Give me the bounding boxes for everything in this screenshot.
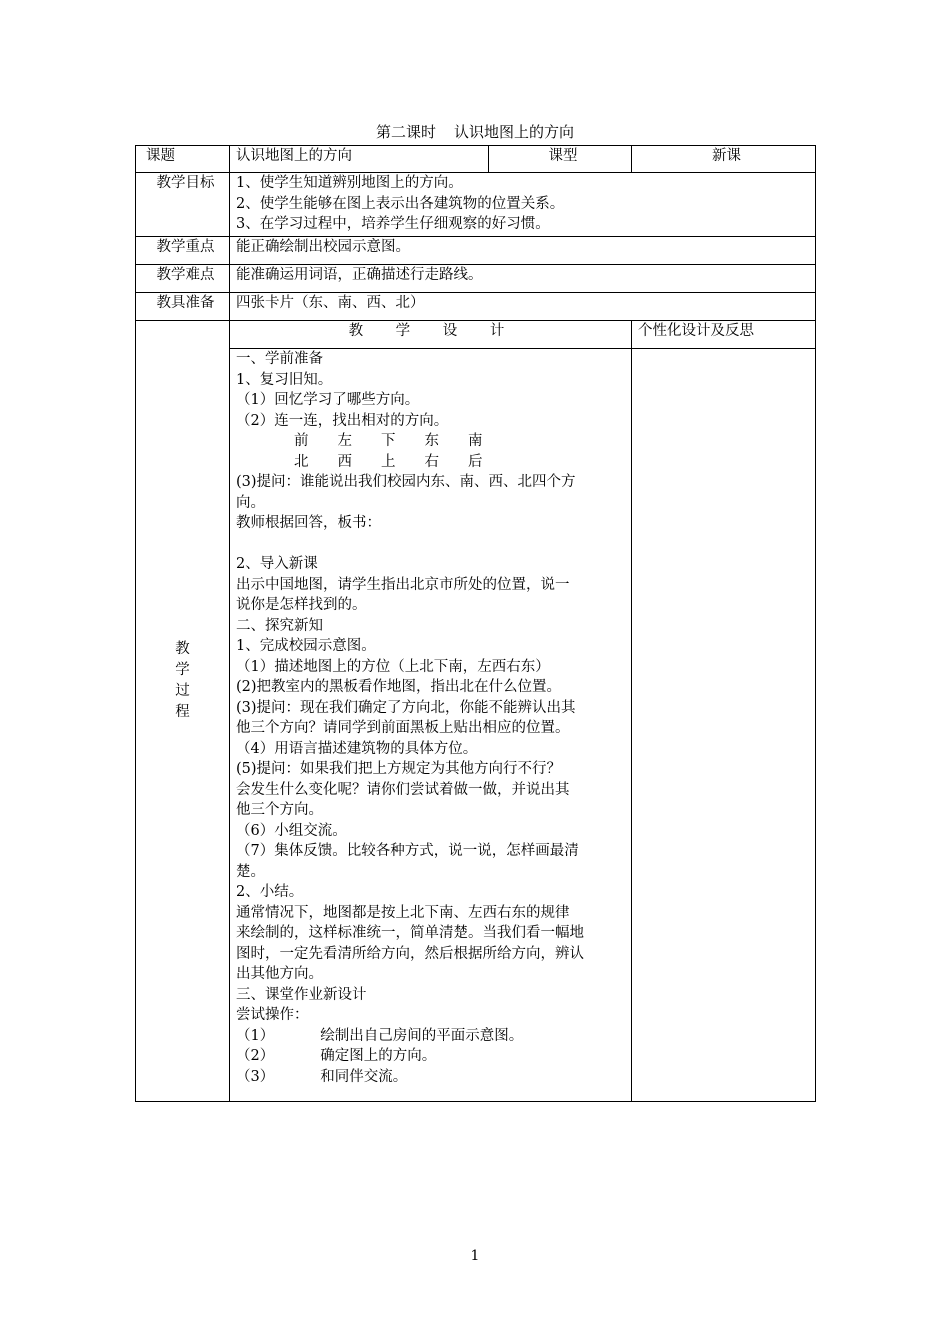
process-label-char: 教	[175, 641, 190, 657]
task-line	[236, 1046, 631, 1067]
task-text: 确定图上的方向。	[320, 1048, 437, 1064]
materials-label: 教具准备	[136, 293, 230, 321]
task-line	[236, 1026, 631, 1047]
design-line: 2、导入新课	[236, 556, 318, 572]
design-line: 2、小结。	[236, 884, 304, 900]
objective-line: 2、使学生能够在图上表示出各建筑物的位置关系。	[236, 195, 565, 212]
design-header	[230, 321, 632, 349]
task-line	[236, 1067, 631, 1088]
objectives-label: 教学目标	[136, 173, 230, 237]
design-line: 他三个方向。	[236, 802, 323, 818]
design-line: 二、探究新知	[236, 617, 323, 634]
design-line: 他三个方向？请同学到前面黑板上贴出相应的位置。	[236, 720, 570, 736]
design-line: 会发生什么变化呢？请你们尝试着做一做，并说出其	[236, 781, 570, 798]
design-line: 图时，一定先看清所给方向，然后根据所给方向，辨认	[236, 945, 584, 962]
difficulty-row	[136, 265, 816, 293]
objective-line: 1、使学生知道辨别地图上的方向。	[236, 175, 463, 191]
difficulty-text: 能准确运用词语，正确描述行走路线。	[230, 265, 816, 293]
header-row	[136, 146, 816, 173]
design-line: 教师根据回答，板书：	[236, 515, 381, 531]
design-line: 一、学前准备	[236, 351, 323, 367]
type-label: 课型	[489, 146, 632, 173]
design-line: 1、复习旧知。	[236, 371, 333, 388]
key-point-row	[136, 237, 816, 265]
design-line: （1）回忆学习了哪些方向。	[236, 392, 420, 408]
design-line: (2)把教室内的黑板看作地图，指出北在什么位置。	[236, 679, 562, 695]
task-text: 和同伴交流。	[320, 1068, 408, 1085]
design-line: 尝试操作：	[236, 1007, 309, 1023]
design-line: （2）连一连，找出相对的方向。	[236, 412, 449, 429]
design-line: （6）小组交流。	[236, 822, 347, 839]
design-header-text: 教 学 设 计	[348, 323, 519, 339]
topic-label: 课题	[136, 146, 230, 173]
process-label-char: 过	[175, 683, 190, 699]
design-line: 出示中国地图，请学生指出北京市所处的位置，说一	[236, 576, 570, 593]
title-topic: 认识地图上的方向	[454, 123, 575, 141]
design-line: 出其他方向。	[236, 966, 323, 982]
process-header-row	[136, 321, 816, 349]
page-number: 1	[470, 1248, 480, 1264]
key-point-label: 教学重点	[136, 237, 230, 265]
design-line: 通常情况下，地图都是按上北下南、左西右东的规律	[236, 904, 570, 921]
task-number: （2）	[236, 1048, 275, 1064]
design-line: （4）用语言描述建筑物的具体方位。	[236, 740, 478, 757]
process-label-char: 程	[175, 704, 190, 720]
process-label	[136, 321, 230, 1102]
direction-words-row: 前 左 下 东 南	[294, 433, 483, 449]
objectives-content	[230, 173, 816, 237]
design-line: 说你是怎样找到的。	[236, 597, 367, 613]
objectives-row	[136, 173, 816, 237]
process-body-row	[136, 349, 816, 1102]
difficulty-label: 教学难点	[136, 265, 230, 293]
design-line: 楚。	[236, 863, 265, 880]
design-line: 1、完成校园示意图。	[236, 638, 376, 654]
reflection-content	[632, 349, 816, 1102]
design-line: (3)提问：谁能说出我们校园内东、南、西、北四个方	[236, 474, 576, 490]
lesson-plan-table	[135, 145, 816, 1102]
design-line: (5)提问：如果我们把上方规定为其他方向行不行？	[236, 761, 562, 777]
task-text: 绘制出自己房间的平面示意图。	[320, 1027, 524, 1044]
type-value: 新课	[632, 146, 816, 173]
design-line: 来绘制的，这样标准统一，简单清楚。当我们看一幅地	[236, 925, 584, 941]
design-line: (3)提问：现在我们确定了方向北，你能不能辨认出其	[236, 699, 576, 716]
topic-value: 认识地图上的方向	[230, 146, 489, 173]
design-line: （1）描述地图上的方位（上北下南，左西右东）	[236, 658, 550, 675]
blank-line	[236, 534, 631, 555]
direction-words-row: 北 西 上 右 后	[294, 453, 483, 470]
document-title	[0, 122, 950, 142]
materials-text: 四张卡片（东、南、西、北）	[230, 293, 816, 321]
title-lesson-number: 第二课时	[375, 123, 436, 141]
design-content	[230, 349, 632, 1102]
design-line: 向。	[236, 494, 265, 511]
design-line: （7）集体反馈。比较各种方式，说一说，怎样画最清	[236, 843, 579, 859]
key-point-text: 能正确绘制出校园示意图。	[230, 237, 816, 265]
reflection-header: 个性化设计及反思	[632, 321, 816, 349]
objective-line: 3、在学习过程中，培养学生仔细观察的好习惯。	[236, 216, 550, 232]
materials-row	[136, 293, 816, 321]
task-number: （3）	[236, 1068, 275, 1085]
process-label-char: 学	[175, 662, 190, 678]
task-number: （1）	[236, 1027, 275, 1044]
design-line: 三、课堂作业新设计	[236, 986, 367, 1003]
